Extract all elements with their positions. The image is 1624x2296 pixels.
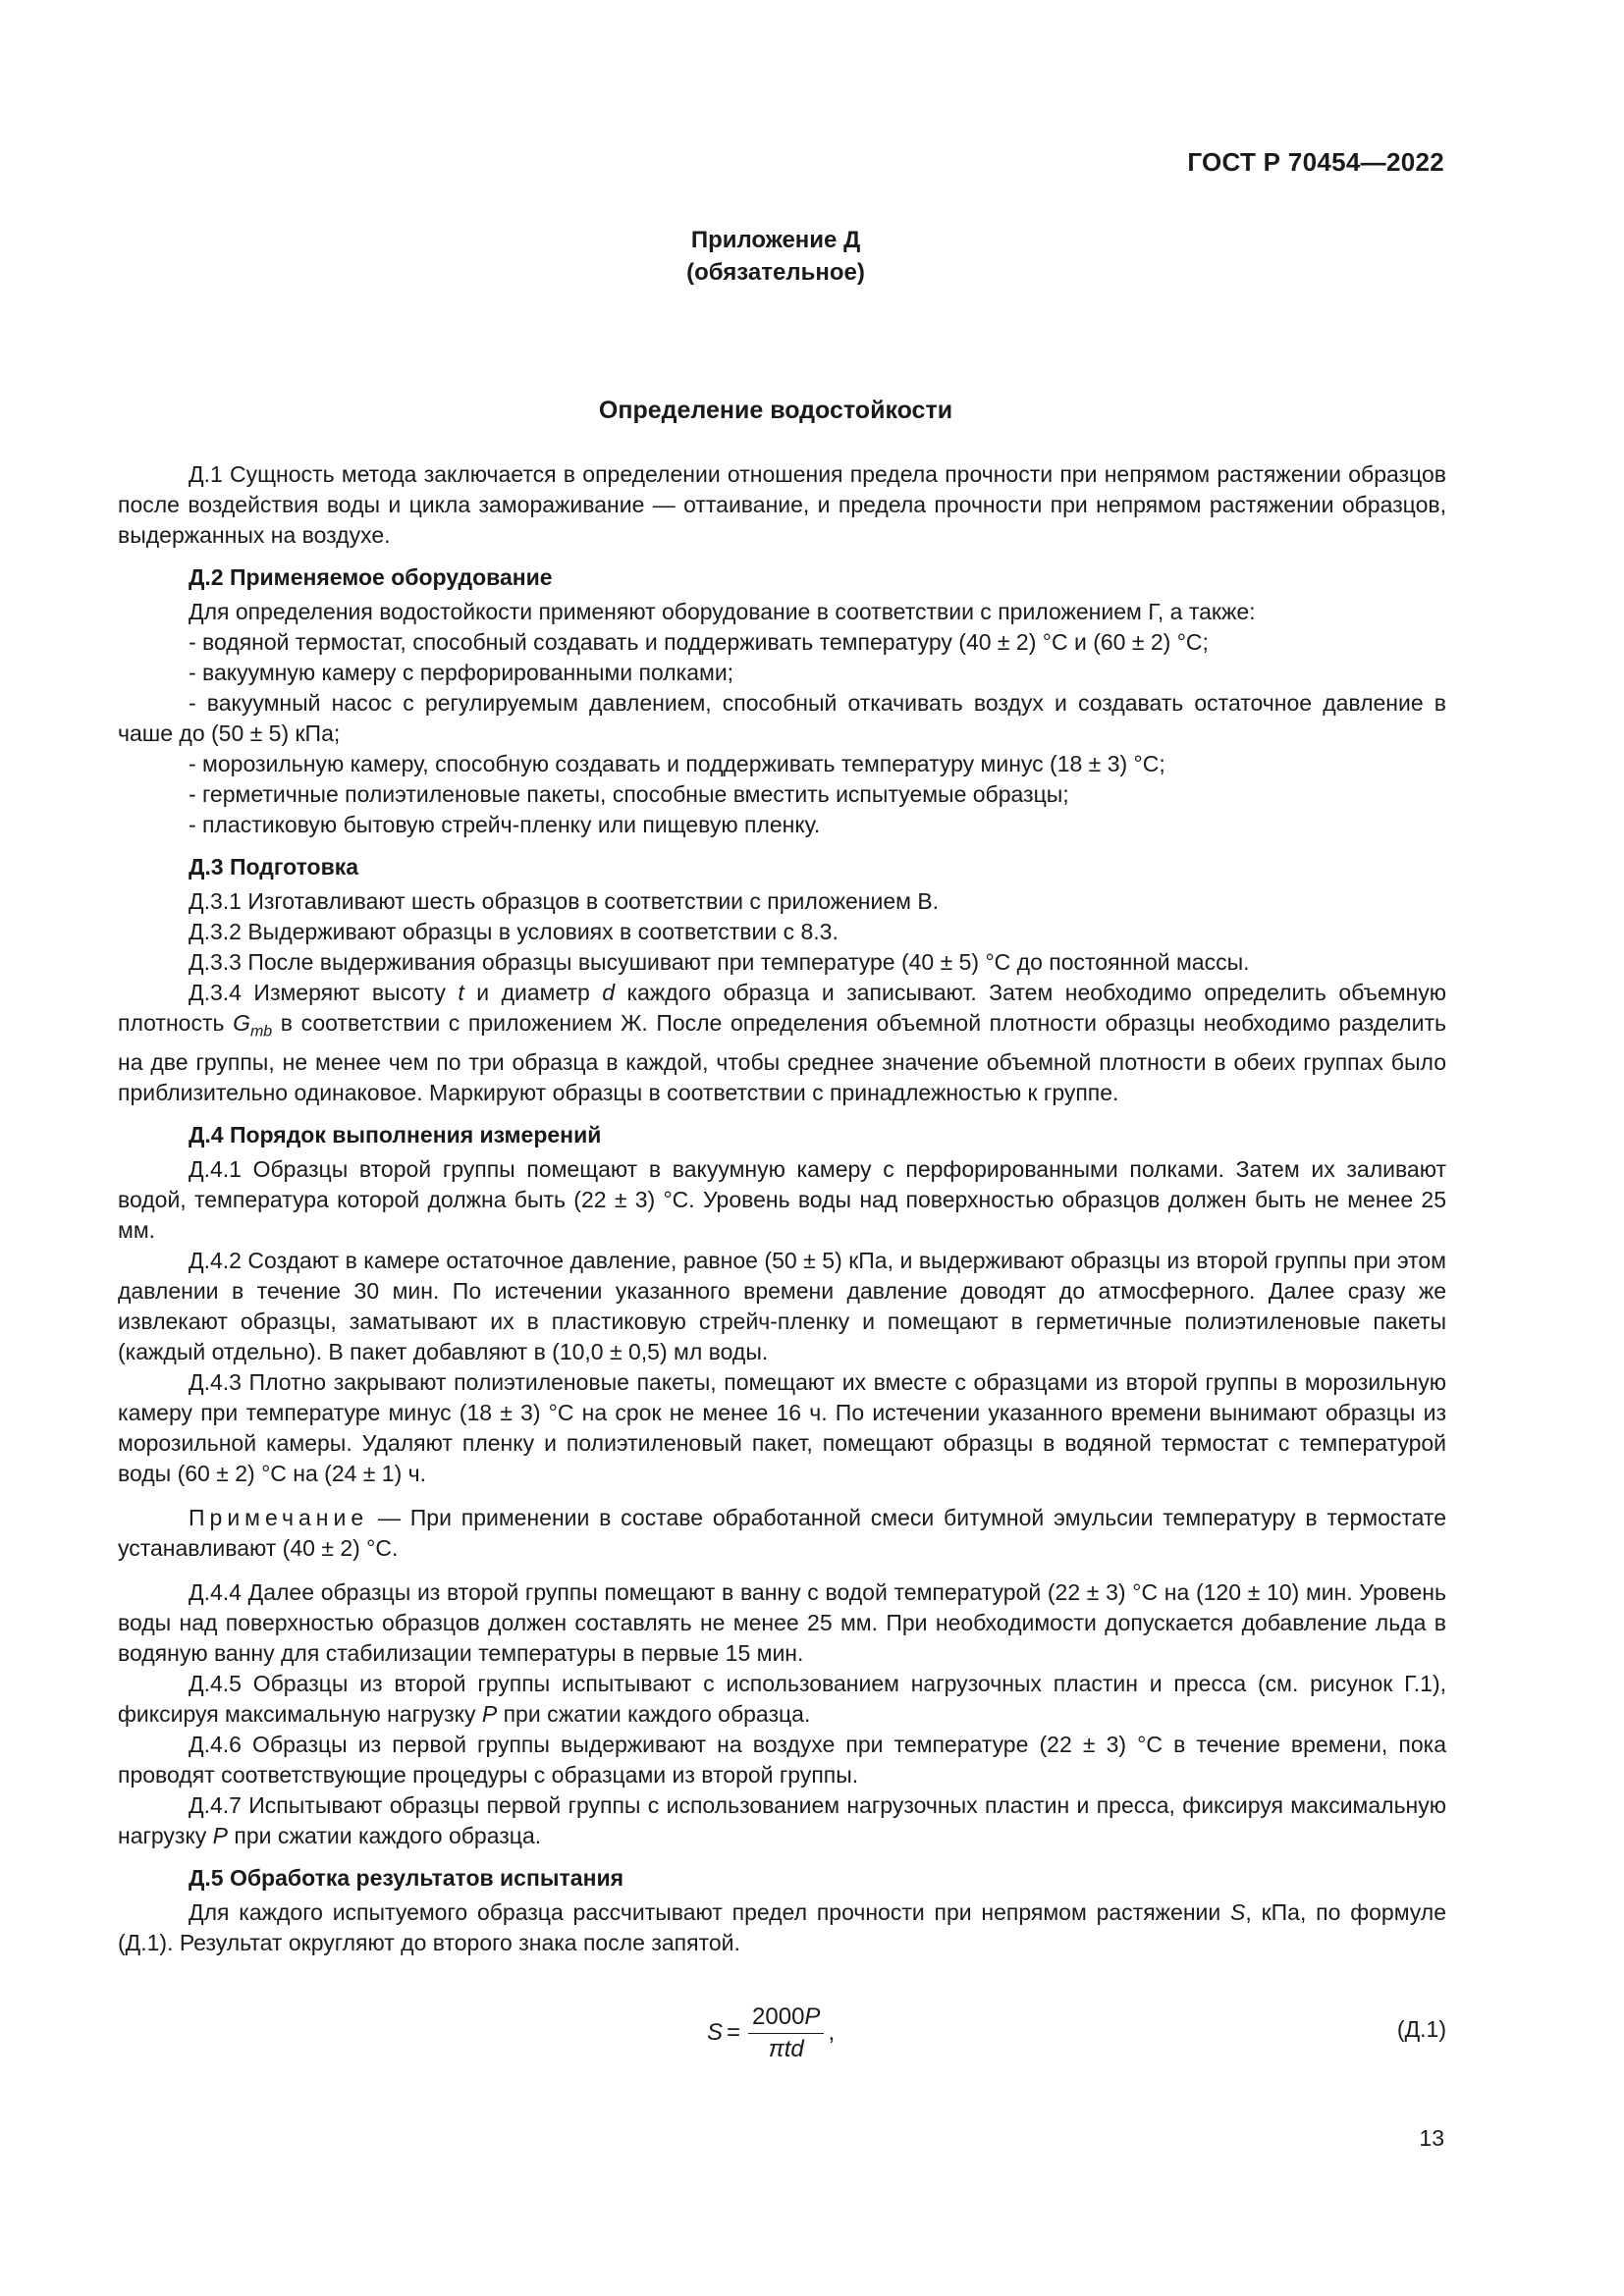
annex-name: Приложение Д bbox=[690, 227, 861, 253]
paragraph-d1: Д.1 Сущность метода заключается в определении отношения предела прочности при непрямом растяжении образцов после воздействия воды и цикла замораживание — оттаивание, и предела прочности при непрямом растяжении образцов, выдержанных на воздухе. bbox=[118, 461, 1446, 548]
paragraph-d4-2: Д.4.2 Создают в камере остаточное давление, равное (50 ± 5) кПа, и выдерживают образцы из второй группы при этом давлении в течение 30 мин. По истечении указанного времени давление доводят до атмосферного. Далее сразу же извлекают образцы, заматывают их в пластиковую стрейч-пленку и помещают в герметичные полиэтиленовые пакеты (каждый отдельно). В пакет добавляют в (10,0 ± 0,5) мл воды. bbox=[118, 1247, 1446, 1364]
paragraph-d3-2: Д.3.2 Выдерживают образцы в условиях в соответствии с 8.3. bbox=[189, 919, 839, 944]
paragraph-d3-3: Д.3.3 После выдерживания образцы высушивают при температуре (40 ± 5) °С до постоянной массы. bbox=[189, 949, 1250, 975]
formula-equals: = bbox=[727, 2019, 741, 2046]
note-text: — При применении в составе обработанной смеси битумной эмульсии температуру в термостате устанавливают (40 ± 2) °С. bbox=[118, 1504, 1446, 1561]
list-item: - морозильную камеру, способную создавать и поддерживать температуру минус (18 ± 3) °С; bbox=[189, 751, 1165, 776]
section-heading-d3: Д.3 Подготовка bbox=[189, 854, 359, 880]
formula-lhs: S bbox=[707, 2019, 724, 2046]
document-body bbox=[118, 459, 1446, 1958]
section-heading-d4: Д.4 Порядок выполнения измерений bbox=[189, 1121, 602, 1148]
note bbox=[118, 1503, 1446, 1564]
formula-numerator: 2000P bbox=[748, 2003, 824, 2034]
formula-expression bbox=[707, 1999, 835, 2067]
formula-tail: , bbox=[828, 2019, 836, 2046]
formula-d1 bbox=[118, 1999, 1446, 2067]
paragraph-d3-1: Д.3.1 Изготавливают шесть образцов в соответствии с приложением В. bbox=[189, 888, 940, 914]
formula-fraction bbox=[748, 2003, 824, 2063]
page-number: 13 bbox=[1419, 2125, 1444, 2151]
document-code: ГОСТ Р 70454—2022 bbox=[1187, 147, 1444, 177]
list-item: - водяной термостат, способный создавать и поддерживать температуру (40 ± 2) °С и (60 ± 2) °С; bbox=[189, 629, 1209, 655]
section-heading-d5: Д.5 Обработка результатов испытания bbox=[189, 1864, 624, 1891]
var-t: t bbox=[458, 980, 464, 1005]
var-d: d bbox=[602, 980, 616, 1005]
paragraph-d4-1: Д.4.1 Образцы второй группы помещают в вакуумную камеру с перфорированными полками. Затем их заливают водой, температура которой должна быть (22 ± 3) °С. Уровень воды над поверхностью образцов должен быть не менее 25 мм. bbox=[118, 1155, 1446, 1243]
section-heading-d2: Д.2 Применяемое оборудование bbox=[189, 564, 553, 590]
formula-denominator: πtd bbox=[768, 2035, 804, 2062]
list-item: - герметичные полиэтиленовые пакеты, способные вместить испытуемые образцы; bbox=[189, 781, 1069, 807]
paragraph-d4-5: Д.4.5 Образцы из второй группы испытывают с использованием нагрузочных пластин и пресса (см. рисунок Г.1), фиксируя максимальную нагрузку P при сжатии каждого образца. bbox=[118, 1670, 1446, 1727]
var-g-subscript: mb bbox=[249, 1023, 273, 1041]
note-label: Примечание bbox=[189, 1504, 369, 1530]
list-item: - пластиковую бытовую стрейч-пленку или пищевую пленку. bbox=[189, 812, 821, 837]
paragraph-d2-intro: Для определения водостойкости применяют оборудование в соответствии с приложением Г, а также: bbox=[189, 599, 1256, 624]
formula-number: (Д.1) bbox=[1396, 2016, 1446, 2042]
annex-title: Определение водостойкости bbox=[598, 397, 953, 424]
annex-heading bbox=[0, 224, 1551, 289]
paragraph-d4-4: Д.4.4 Далее образцы из второй группы помещают в ванну с водой температурой (22 ± 3) °С на (120 ± 10) мин. Уровень воды над поверхностью образцов должен составлять не менее 25 мм. При необходимости допускается добавление льда в водяную ванну для стабилизации температуры в первые 15 мин. bbox=[118, 1578, 1446, 1666]
paragraph-d4-3: Д.4.3 Плотно закрывают полиэтиленовые пакеты, помещают их вместе с образцами из второй группы в морозильную камеру при температуре минус (18 ± 3) °С на срок не менее 16 ч. По истечении указанного времени вынимают образцы из морозильной камеры. Удаляют пленку и полиэтиленовый пакет, помещают образцы в водяной термостат с температурой воды (60 ± 2) °С на (24 ± 1) ч. bbox=[118, 1368, 1446, 1486]
var-g: G bbox=[233, 1010, 250, 1036]
paragraph-d5-1: Для каждого испытуемого образца рассчитывают предел прочности при непрямом растяжении S, кПа, по формуле (Д.1). Результат округляют до второго знака после запятой. bbox=[118, 1898, 1446, 1955]
list-item: - вакуумный насос с регулируемым давлением, способный откачивать воздух и создавать остаточное давление в чаше до (50 ± 5) кПа; bbox=[118, 690, 1446, 746]
annex-status: (обязательное) bbox=[686, 259, 865, 286]
paragraph-d4-6: Д.4.6 Образцы из первой группы выдерживают на воздухе при температуре (22 ± 3) °С в течение времени, пока проводят соответствующие процедуры с образцами из второй группы. bbox=[118, 1731, 1446, 1788]
list-item: - вакуумную камеру с перфорированными полками; bbox=[189, 660, 734, 685]
paragraph-d3-4: Д.3.4 Измеряют высоту t и диаметр d каждого образца и записывают. Затем необходимо определить объемную плотность $G_{mb}$ в соответствии с приложением Ж. После определения объемной плотности образцы необходимо разделить на две группы, не менее чем по три образца в каждой, чтобы среднее значение объемной плотности в обеих группах было приблизительно одинаковое. Маркируют образцы в соответствии с принадлежностью к группе. bbox=[118, 980, 1446, 1105]
paragraph-d4-7: Д.4.7 Испытывают образцы первой группы с использованием нагрузочных пластин и пресса, фиксируя максимальную нагрузку P при сжатии каждого образца. bbox=[118, 1791, 1446, 1848]
